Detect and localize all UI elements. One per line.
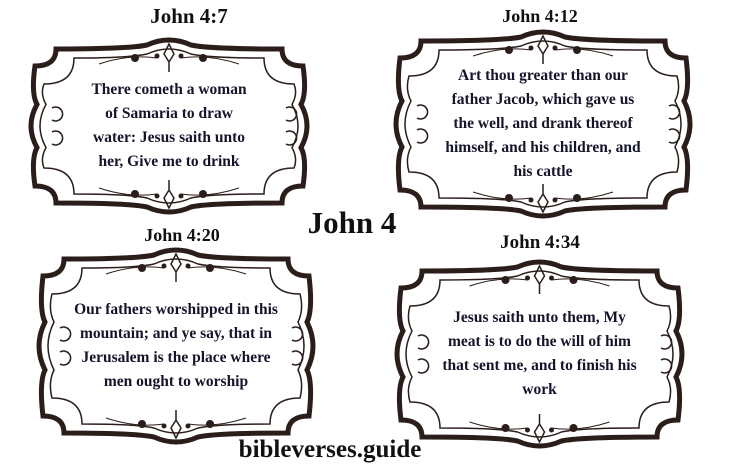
verse-card xyxy=(32,36,306,216)
site-name: bibleverses.guide xyxy=(238,436,422,463)
card-title-john-4-7: John 4:7 xyxy=(150,4,228,28)
page-title: John 4 xyxy=(307,205,397,240)
card-title-john-4-12: John 4:12 xyxy=(502,6,578,26)
side-scroll-icon xyxy=(418,335,429,373)
side-scroll-icon xyxy=(52,107,63,145)
card-title-john-4-34: John 4:34 xyxy=(500,232,580,253)
side-scroll-icon xyxy=(292,327,303,365)
verse-text: There cometh a woman of Samaria to draw water: Jesus saith unto her, Give me to drink xyxy=(91,81,247,170)
side-scroll-icon xyxy=(417,105,428,143)
verse-card xyxy=(398,258,681,450)
card-title-john-4-20: John 4:20 xyxy=(144,225,220,245)
verse-text: Art thou greater than our father Jacob, which gave us the well, and drank thereof himself, and his children, and his cattle xyxy=(445,67,641,180)
verse-card xyxy=(40,246,312,446)
side-scroll-icon xyxy=(669,105,680,143)
verse-text: Our fathers worshipped in this mountain; and ye say, that in Jerusalem is the place where men ought to worship xyxy=(74,301,278,390)
verse-card xyxy=(397,28,689,220)
verse-text: Jesus saith unto them, My meat is to do the will of him that sent me, and to finish his work xyxy=(442,309,637,398)
side-scroll-icon xyxy=(60,327,71,365)
side-scroll-icon xyxy=(661,335,672,373)
